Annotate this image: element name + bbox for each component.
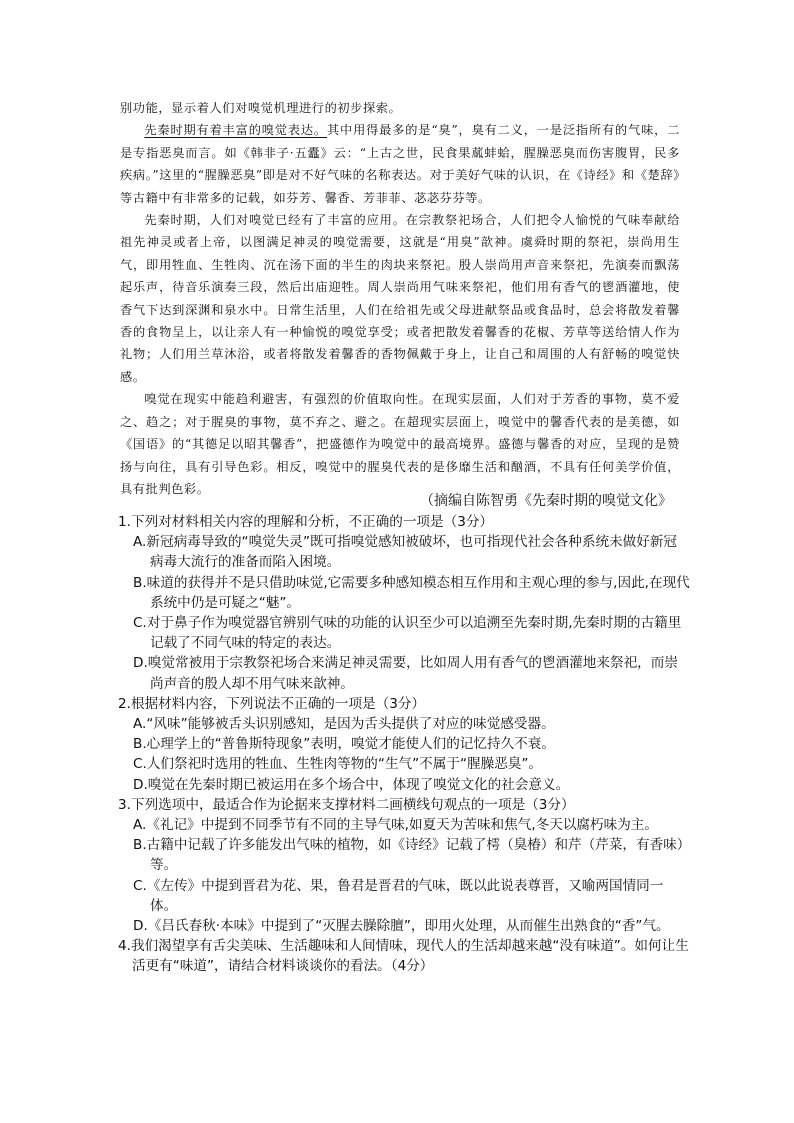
question-stem: 1.下列对材料相关内容的理解和分析，不正确的一项是（3分） bbox=[118, 514, 494, 530]
option-b: B.古籍中记载了许多能发出气味的植物，如《诗经》记载了樗（臭椿）和芹（芹菜，有香味）等。 bbox=[133, 837, 684, 874]
passage-paragraph bbox=[120, 119, 680, 209]
option-b: B.心理学上的“普鲁斯特现象”表明，嗅觉才能使人们的记忆持久不衰。 bbox=[133, 736, 555, 753]
passage-text: 其中用得最多的是“臭”，臭有二义，一是泛指所有的气味，二是专指恶臭而言。如《韩非子·五蠹》云：“上古之世，民食果蓏蚌蛤，腥臊恶臭而伤害腹胃，民多疾病。”这里的“腥臊恶臭”即是对不好气味的名称表达。对于美好气味的认识，在《诗经》和《楚辞》等古籍中有非常多的记载，如芬芳、馨香、芳菲菲、苾苾芬芬等。 bbox=[120, 123, 680, 205]
option-d: D.《吕氏春秋·本味》中提到了“灭腥去臊除膻”，即用火处理，从而催生出熟食的“香”气。 bbox=[133, 918, 670, 935]
option-a: A.新冠病毒导致的“嗅觉失灵”既可指嗅觉感知被破坏，也可指现代社会各种系统未做好新冠病毒大流行的准备而陷入困境。 bbox=[133, 534, 678, 571]
option-d: D.嗅觉在先秦时期已被运用在多个场合中，体现了嗅觉文化的社会意义。 bbox=[133, 776, 570, 793]
option-b: B.味道的获得并不是只借助味觉,它需要多种感知模态相互作用和主观心理的参与,因此,在现代系统中仍是可疑之“魅”。 bbox=[133, 574, 690, 611]
question-stem: 2.根据材料内容，下列说法不正确的一项是（3分） bbox=[118, 695, 426, 712]
option-a: A.《礼记》中提到不同季节有不同的主导气味,如夏天为苦味和焦气,冬天以腐朽味为主。 bbox=[133, 817, 658, 834]
question-1 bbox=[118, 512, 690, 694]
option-c: C.人们祭祀时选用的牲血、生牲肉等物的“生气”不属于“腥臊恶臭”。 bbox=[133, 756, 543, 773]
option-a: A.“风味”能够被舌头识别感知，是因为舌头提供了对应的味觉感受器。 bbox=[133, 716, 555, 733]
question-stem: 3.下列选项中，最适合作为论据来支撑材料二画横线句观点的一项是（3分） bbox=[118, 796, 575, 813]
passage-paragraph: 别功能，显示着人们对嗅觉机理进行的初步探索。 bbox=[120, 101, 402, 115]
question-2 bbox=[118, 694, 690, 795]
question-list bbox=[118, 512, 690, 977]
option-c: C.《左传》中提到晋君为花、果，鲁君是晋君的气味，既以此说表尊晋，又喻两国情同一体。 bbox=[133, 877, 664, 914]
passage-paragraph: 先秦时期，人们对嗅觉已经有了丰富的应用。在宗教祭祀场合，人们把令人愉悦的气味奉献给祖先神灵或者上帝，以图满足神灵的嗅觉需要，这就是“用臭”歆神。虞舜时期的祭祀，崇尚用生气，即用牲血、生牲肉、沉在汤下面的半生的肉块来祭祀。殷人崇尚用声音来祭祀，先演奏而飘荡起乐声，待音乐演奏三段，然后出庙迎牲。周人崇尚用气味来祭祀，他们用有香气的鬯酒灌地，使香气下达到深渊和泉水中。日常生活里，人们在给祖先或父母进献祭品或食品时，总会将散发着馨香的食物呈上，以让亲人有一种愉悦的嗅觉享受；或者把散发着馨香的花椒、芳草等送给情人作为礼物；人们用兰草沐浴，或者将散发着馨香的香物佩戴于身上，让自己和周围的人有舒畅的嗅觉快感。 bbox=[120, 213, 680, 384]
underlined-sentence: 先秦时期有着丰富的嗅觉表达。 bbox=[144, 123, 327, 138]
reading-passage bbox=[120, 97, 680, 500]
question-stem: 4.我们渴望享有舌尖美味、生活趣味和人间情味，现代人的生活却越来越“没有味道”。如何让生活更有“味道”，请结合材料谈谈你的看法。（4分） bbox=[118, 938, 689, 975]
question-4 bbox=[118, 936, 690, 976]
question-3 bbox=[118, 795, 690, 936]
option-c: C.对于鼻子作为嗅觉器官辨别气味的功能的认识至少可以追溯至先秦时期,先秦时期的古籍里记载了不同气味的特定的表达。 bbox=[133, 615, 682, 652]
option-d: D.嗅觉常被用于宗教祭祀场合来满足神灵需要，比如周人用有香气的鬯酒灌地来祭祀，而崇尚声音的殷人却不用气味来歆神。 bbox=[133, 655, 678, 692]
passage-paragraph: 嗅觉在现实中能趋利避害，有强烈的价值取向性。在现实层面，人们对于芳香的事物，莫不爱之、趋之；对于腥臭的事物，莫不弃之、避之。在超现实层面上，嗅觉中的馨香代表的是美德，如《国语》的“其德足以昭其馨香”，把盛德作为嗅觉中的最高境界。盛德与馨香的对应，呈现的是赞扬与向往，具有引导色彩。相反，嗅觉中的腥臭代表的是侈靡生活和酗酒，不具有任何美学价值，具有批判色彩。 bbox=[120, 392, 680, 496]
source-citation: （摘编自陈智勇《先秦时期的嗅觉文化》 bbox=[420, 493, 672, 509]
